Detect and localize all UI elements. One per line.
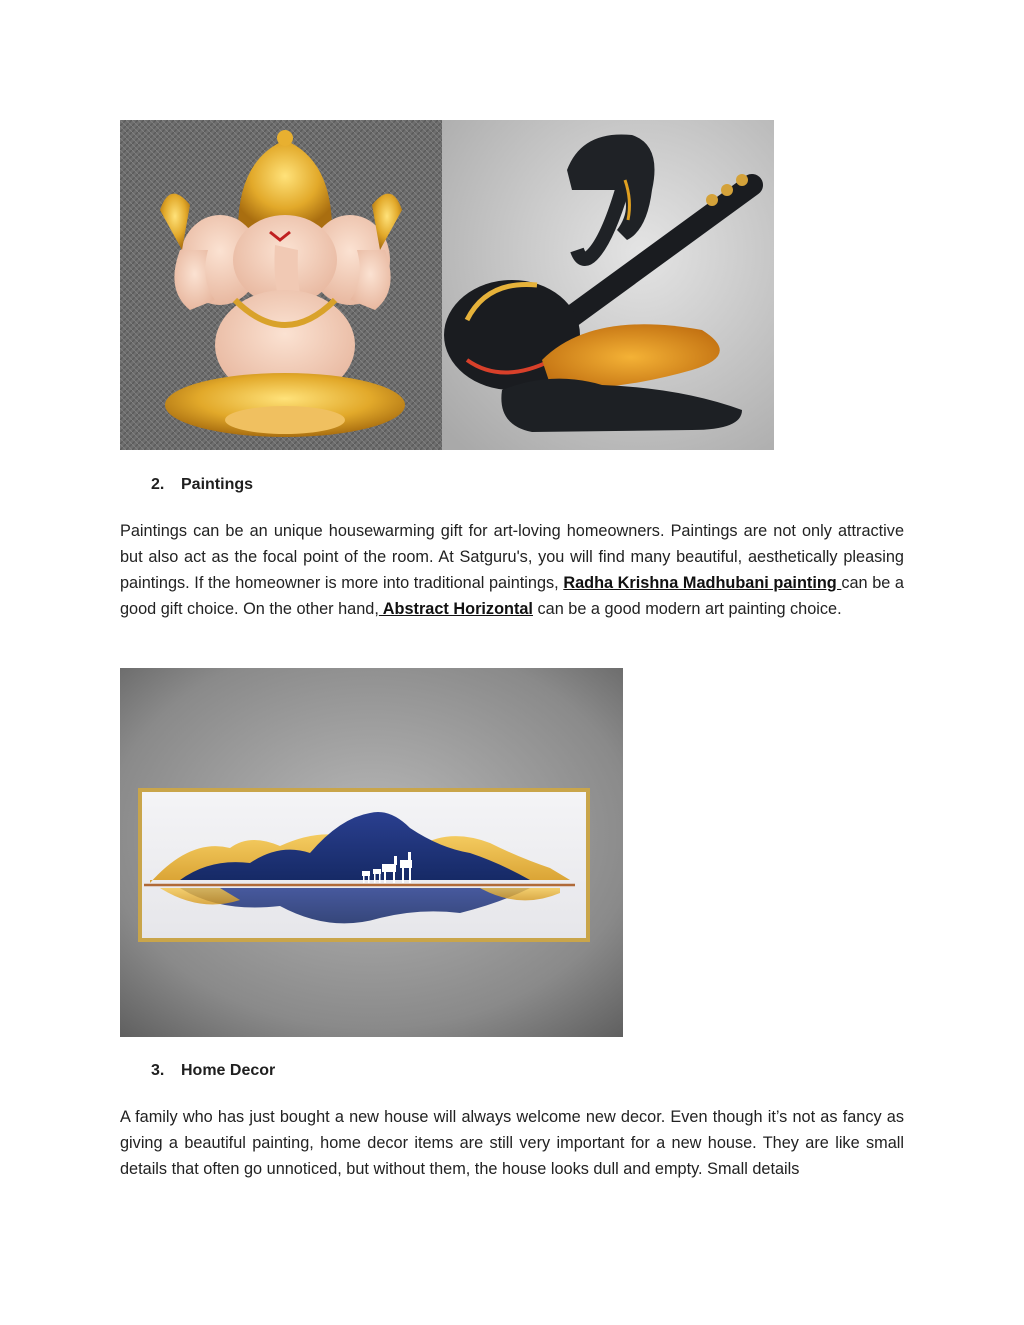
radha-krishna-madhubani-link[interactable]: Radha Krishna Madhubani painting (563, 574, 842, 592)
paragraph-text: can be a good gift choice. On the other hand, (120, 574, 904, 618)
paragraph-text: can be a good modern art painting choice. (532, 600, 842, 618)
section-heading-home-decor (151, 1062, 275, 1080)
section-number: 3. (151, 1062, 165, 1079)
section-title: Paintings (181, 476, 254, 493)
section-heading-paintings (151, 476, 253, 494)
ganesha-idol-image (120, 120, 442, 450)
paintings-paragraph (120, 518, 904, 622)
abstract-horizontal-painting-image (120, 668, 623, 1037)
paragraph-text: Paintings can be an unique housewarming gift for art-loving homeowners. Paintings are not only attractive but also act as the focal point of the room. At Satguru's, you will find many beautiful, aesthetically pleasing paintings. If the homeowner is more into traditional paintings, (120, 522, 904, 592)
home-decor-paragraph: A family who has just bought a new house will always welcome new decor. Even though it’s not as fancy as giving a beautiful painting, home decor items are still very important for a new house. They are like small details that often go unnoticed, but without them, the house looks dull and empty. Small details (120, 1108, 904, 1178)
abstract-horizontal-link[interactable]: Abstract Horizontal (378, 600, 533, 618)
elephant-veena-image (442, 120, 774, 450)
section-title: Home Decor (181, 1062, 276, 1079)
section-number: 2. (151, 476, 165, 493)
